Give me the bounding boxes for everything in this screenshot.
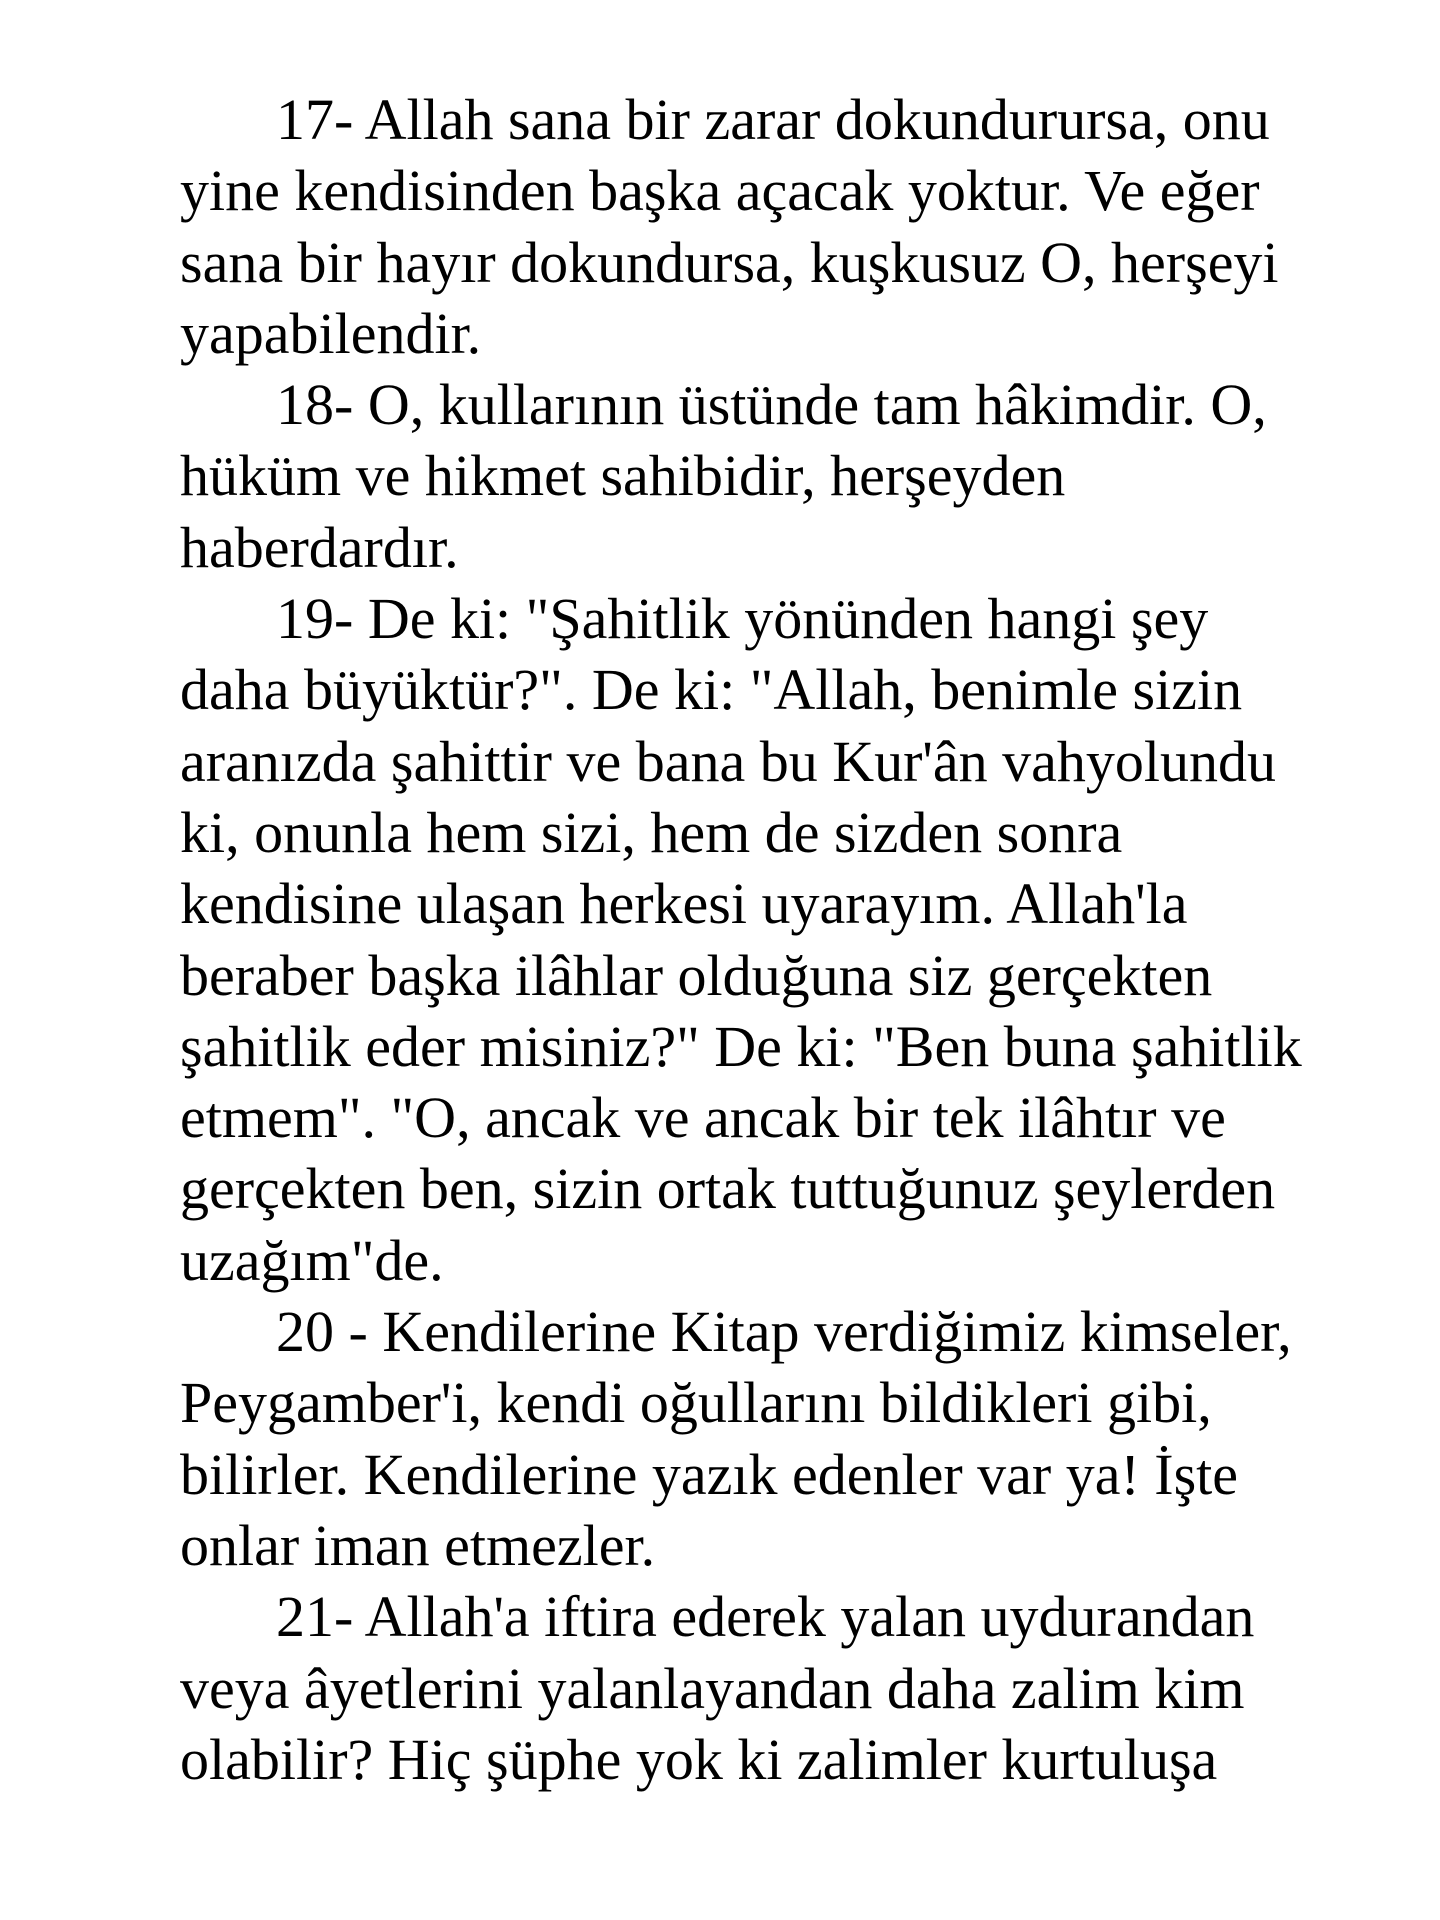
verse-line: 21- Allah'a iftira ederek yalan uydurandan [276, 1584, 1255, 1650]
verse-line: veya âyetlerini yalanlayandan daha zalim kim [180, 1655, 1245, 1721]
verse-line: hüküm ve hikmet sahibidir, herşeyden [180, 443, 1066, 509]
verse-line: bilirler. Kendilerine yazık edenler var ya! İşte [180, 1441, 1239, 1507]
verse-line: 20 - Kendilerine Kitap verdiğimiz kimseler, [276, 1299, 1292, 1365]
verse-19 [84, 583, 1364, 1296]
verse-line: olabilir? Hiç şüphe yok ki zalimler kurtuluşa [180, 1726, 1218, 1792]
verse-line: sana bir hayır dokundursa, kuşkusuz O, herşeyi [180, 229, 1279, 295]
verse-line: şahitlik eder misiniz?" De ki: "Ben buna şahitlik [180, 1013, 1302, 1079]
verse-18 [84, 369, 1364, 583]
verse-17 [84, 84, 1364, 369]
text-block [84, 84, 1364, 1795]
verse-line: yapabilendir. [180, 300, 482, 366]
verse-line: Peygamber'i, kendi oğullarını bildikleri gibi, [180, 1370, 1212, 1436]
verse-line: kendisine ulaşan herkesi uyarayım. Allah'la [180, 871, 1188, 937]
verse-line: 18- O, kullarının üstünde tam hâkimdir. O, [276, 372, 1267, 438]
verse-line: beraber başka ilâhlar olduğuna siz gerçekten [180, 942, 1213, 1008]
verse-line: 19- De ki: "Şahitlik yönünden hangi şey [276, 586, 1209, 652]
verse-line: ki, onunla hem sizi, hem de sizden sonra [180, 799, 1123, 865]
verse-line: 17- Allah sana bir zarar dokundurursa, onu [276, 87, 1270, 152]
verse-line: onlar iman etmezler. [180, 1512, 656, 1578]
verse-line: haberdardır. [180, 514, 459, 580]
verse-20 [84, 1296, 1364, 1581]
verse-line: aranızda şahittir ve bana bu Kur'ân vahyolundu [180, 728, 1276, 794]
verse-line: daha büyüktür?". De ki: "Allah, benimle sizin [180, 657, 1243, 723]
verse-line: yine kendisinden başka açacak yoktur. Ve eğer [180, 158, 1260, 224]
verse-line: uzağım"de. [180, 1227, 444, 1293]
verse-21 [84, 1581, 1364, 1795]
verse-line: etmem". "O, ancak ve ancak bir tek ilâhtır ve [180, 1085, 1226, 1151]
verse-line: gerçekten ben, sizin ortak tuttuğunuz şeylerden [180, 1156, 1276, 1222]
